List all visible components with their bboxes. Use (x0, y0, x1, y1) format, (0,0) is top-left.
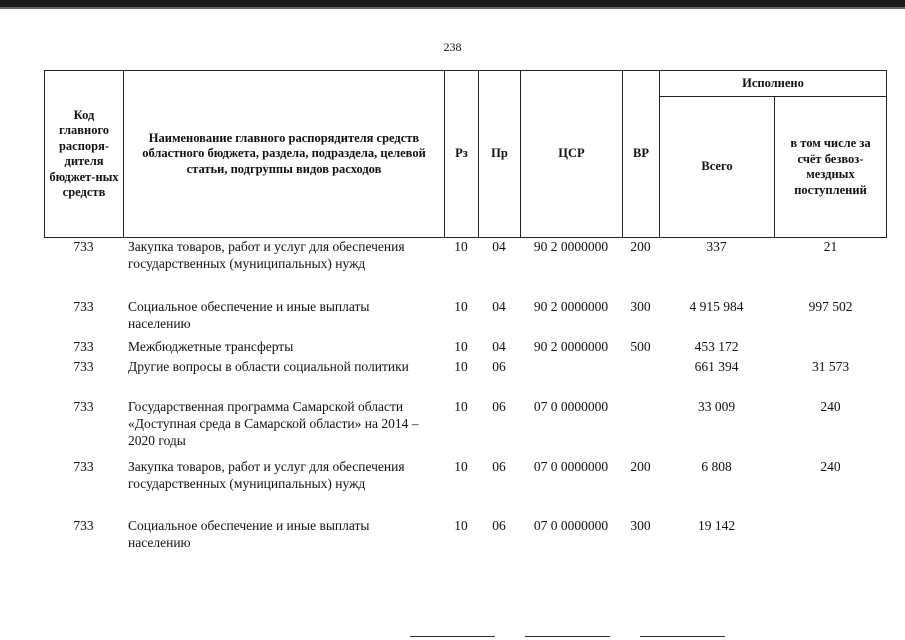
row-csr: 90 2 0000000 (533, 339, 609, 354)
row-code: 733 (73, 299, 94, 314)
row-rz: 10 (454, 299, 468, 314)
row-total: 6 808 (701, 459, 732, 474)
row-code: 733 (73, 239, 94, 254)
row-csr: 90 2 0000000 (533, 239, 609, 254)
row-total: 33 009 (697, 399, 736, 414)
row-rz: 10 (454, 518, 468, 533)
row-pr: 04 (492, 239, 506, 254)
row-code: 733 (73, 359, 94, 374)
header-rz: Рз (455, 146, 468, 161)
header-total: Всего (701, 159, 733, 174)
row-vr: 300 (630, 518, 651, 533)
row-pr: 06 (492, 459, 506, 474)
row-name: Закупка товаров, работ и услуг для обеспечения государственных (муниципальных) нужд (128, 459, 405, 491)
row-pr: 06 (492, 399, 506, 414)
row-rz: 10 (454, 399, 468, 414)
header-vr: ВР (633, 146, 649, 161)
row-pr: 06 (492, 518, 506, 533)
header-free-receipts: в том числе за счёт безвоз-мездных поступлений (790, 136, 871, 197)
header-pr: Пр (491, 146, 508, 161)
row-free: 240 (820, 459, 841, 474)
page-number: 238 (443, 40, 462, 54)
row-name: Государственная программа Самарской области «Доступная среда в Самарской области» на 2014 – 2020 годы (128, 399, 419, 448)
row-name: Межбюджетные трансферты (128, 339, 294, 354)
row-pr: 04 (492, 339, 506, 354)
row-csr: 07 0 0000000 (533, 518, 609, 533)
row-vr: 300 (630, 299, 651, 314)
footer-rule (640, 636, 725, 637)
row-name: Другие вопросы в области социальной политики (128, 359, 409, 374)
row-csr: 07 0 0000000 (533, 399, 609, 414)
row-rz: 10 (454, 459, 468, 474)
row-csr: 07 0 0000000 (533, 459, 609, 474)
row-free: 31 573 (811, 359, 850, 374)
row-name: Социальное обеспечение и иные выплаты населению (128, 518, 370, 550)
row-total: 19 142 (697, 518, 736, 533)
row-code: 733 (73, 339, 94, 354)
header-csr: ЦСР (558, 146, 585, 161)
header-code: Код главного распоря-дителя бюджет-ных средств (49, 107, 119, 199)
footer-rule (525, 636, 610, 637)
row-total: 661 394 (694, 359, 739, 374)
top-border-shadow (0, 7, 905, 9)
header-name: Наименование главного распорядителя средств областного бюджета, раздела, подраздела, целевой статьи, подгруппы видов расходов (142, 130, 426, 176)
row-vr: 200 (630, 239, 651, 254)
row-code: 733 (73, 399, 94, 414)
row-rz: 10 (454, 359, 468, 374)
top-border (0, 0, 905, 7)
row-pr: 06 (492, 359, 506, 374)
row-vr: 200 (630, 459, 651, 474)
row-total: 453 172 (694, 339, 739, 354)
row-free: 21 (823, 239, 838, 254)
row-total: 4 915 984 (689, 299, 744, 314)
row-name: Социальное обеспечение и иные выплаты населению (128, 299, 370, 331)
row-free: 997 502 (808, 299, 853, 314)
row-code: 733 (73, 459, 94, 474)
row-code: 733 (73, 518, 94, 533)
row-total: 337 (706, 239, 727, 254)
row-free: 240 (820, 399, 841, 414)
row-vr: 500 (630, 339, 651, 354)
row-name: Закупка товаров, работ и услуг для обеспечения государственных (муниципальных) нужд (128, 239, 405, 271)
header-executed: Исполнено (742, 75, 804, 90)
row-csr: 90 2 0000000 (533, 299, 609, 314)
row-pr: 04 (492, 299, 506, 314)
row-rz: 10 (454, 339, 468, 354)
row-rz: 10 (454, 239, 468, 254)
footer-rule (410, 636, 495, 637)
